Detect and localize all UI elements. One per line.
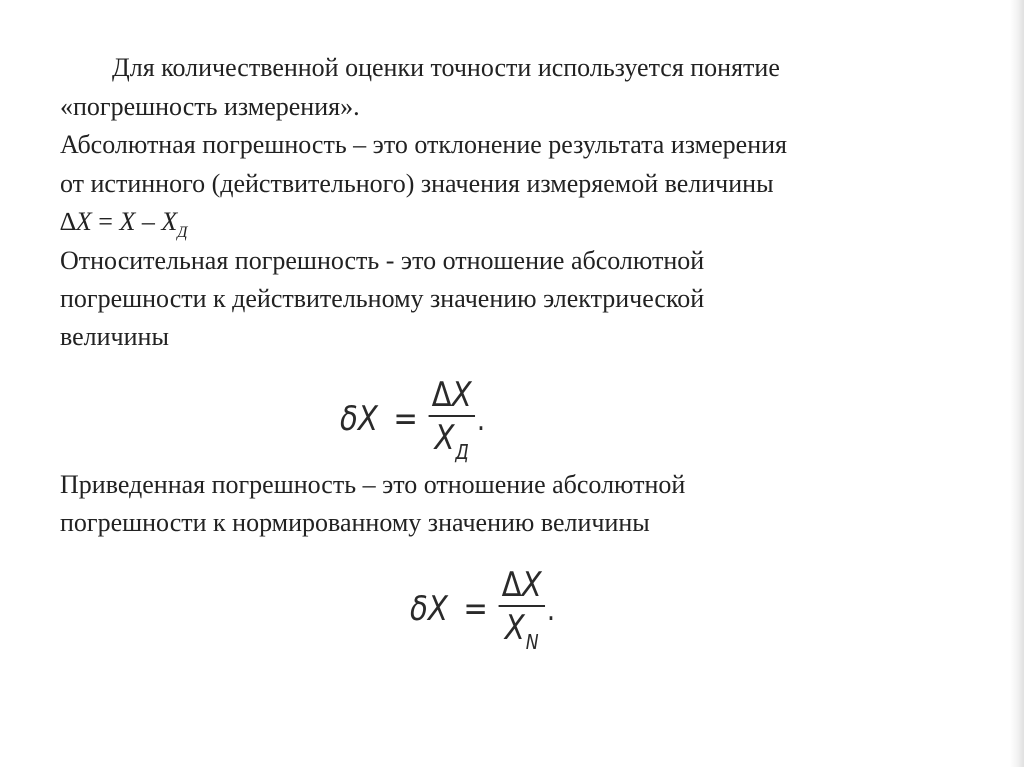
relative-formula-dot: . (476, 402, 486, 438)
formula-xd: $X_Д$ (161, 207, 188, 241)
absolute-error-formula (60, 207, 187, 241)
relative-definition-line-2: погрешности к действительному значению электрической (60, 284, 705, 313)
relative-formula-denominator-subscript: Д (455, 440, 469, 464)
formula-eq: = (98, 207, 113, 236)
reduced-formula-denominator: $X_N$ (504, 608, 539, 654)
relative-formula-numerator: ΔX (431, 375, 472, 415)
reduced-formula-lhs: δX (410, 589, 448, 629)
absolute-definition-line-1: Абсолютная погрешность – это отклонение результата измерения (60, 130, 787, 159)
reduced-definition-line-2: погрешности к нормированному значению величины (60, 508, 650, 537)
reduced-formula-numerator: ΔX (501, 565, 542, 605)
intro-line-2: «погрешность измерения». (60, 92, 360, 121)
formula-lhs: ∆X (60, 207, 92, 236)
relative-formula-denominator: $X_Д$ (434, 418, 469, 464)
relative-error-formula (340, 375, 485, 463)
relative-formula-eq: = (393, 399, 418, 439)
reduced-formula-fraction (498, 565, 545, 653)
relative-definition-line-1: Относительная погрешность - это отношение абсолютной (60, 246, 705, 275)
formula-minus: – (141, 207, 155, 236)
absolute-definition-line-2: от истинного (действительного) значения измеряемой величины (60, 169, 774, 198)
reduced-formula-eq: = (463, 589, 488, 629)
reduced-error-formula (410, 565, 555, 653)
reduced-definition-line-1: Приведенная погрешность – это отношение абсолютной (60, 470, 686, 499)
relative-formula-lhs: δX (340, 399, 378, 439)
formula-x: X (119, 207, 136, 236)
relative-definition-line-3: величины (60, 322, 169, 351)
intro-line-1: Для количественной оценки точности используется понятие (112, 53, 780, 82)
relative-formula-fraction (428, 375, 475, 463)
page-edge-shadow (1010, 0, 1024, 767)
reduced-formula-dot: . (546, 592, 556, 628)
formula-xd-subscript: Д (177, 224, 188, 241)
reduced-formula-denominator-subscript: N (525, 630, 539, 654)
